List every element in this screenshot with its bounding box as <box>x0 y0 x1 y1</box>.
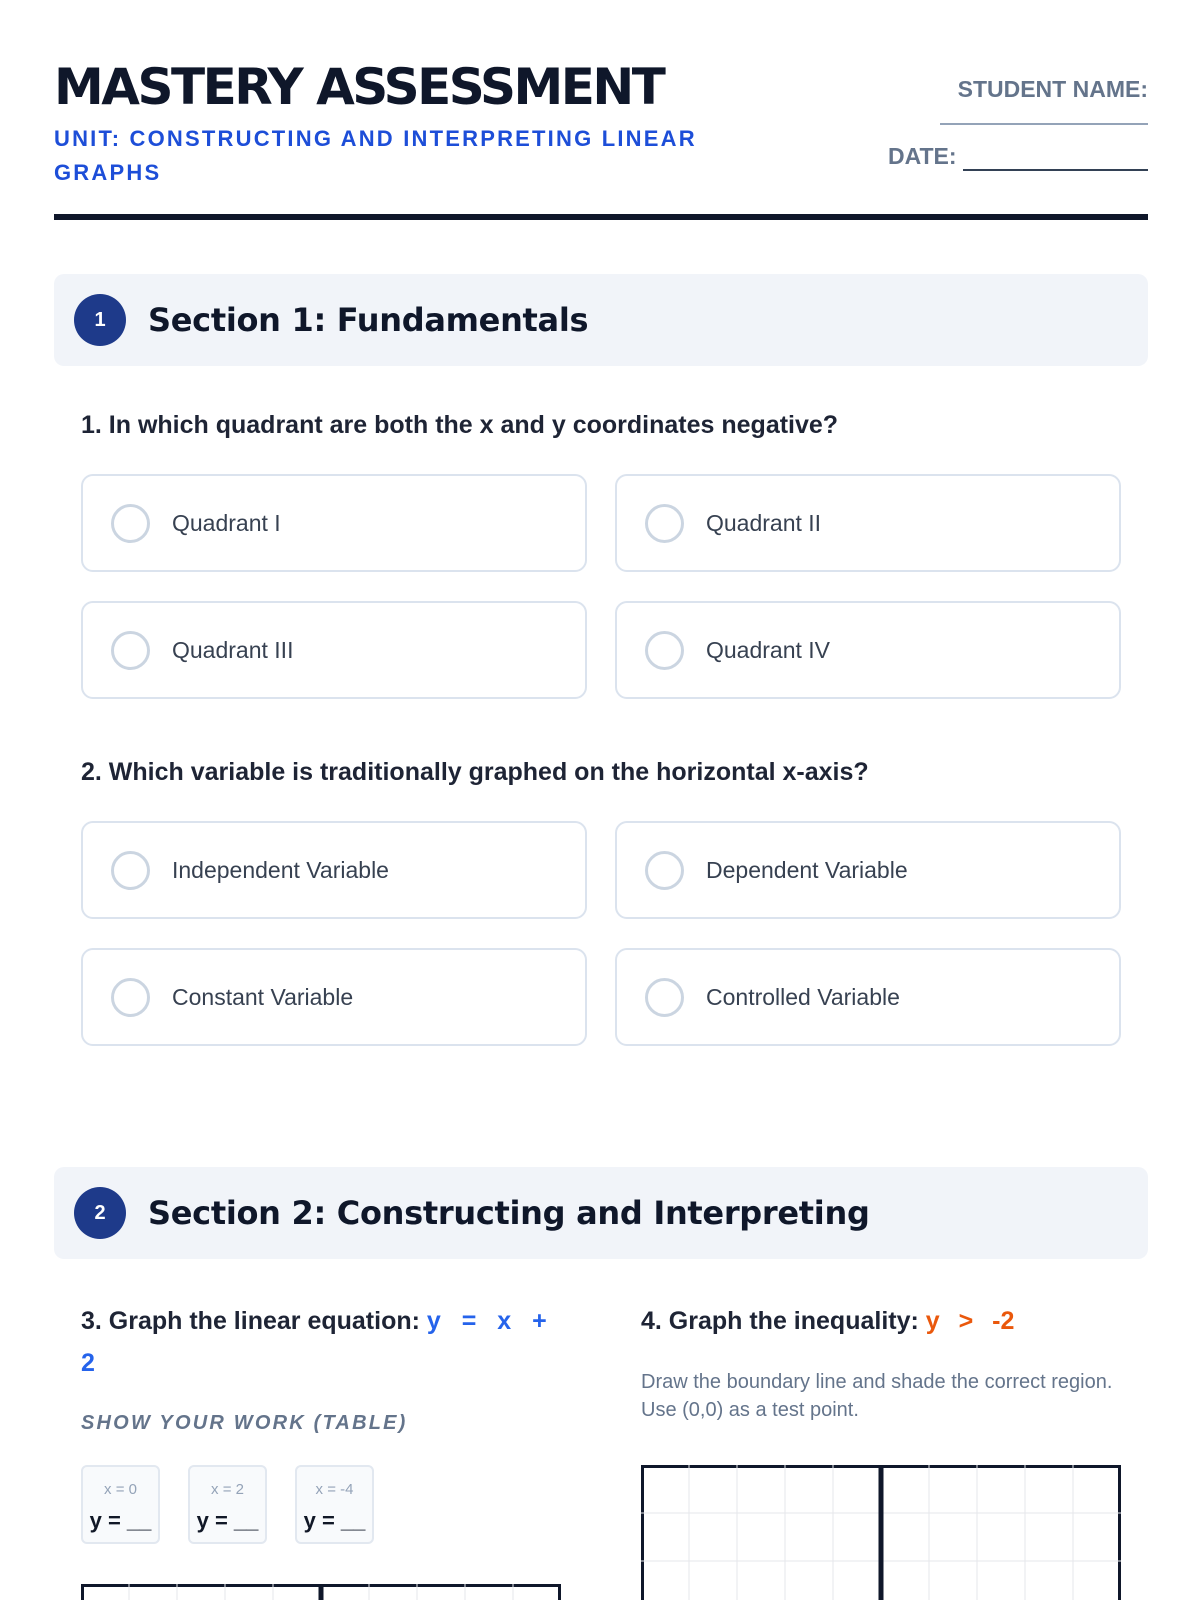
q3-coordinate-grid[interactable] <box>81 1584 561 1600</box>
student-info <box>888 74 1148 171</box>
question-2: 2. Which variable is traditionally graphed on the horizontal x-axis? <box>81 758 869 786</box>
work-label: SHOW YOUR WORK (TABLE) <box>81 1412 408 1434</box>
q2-option-a[interactable] <box>81 821 587 919</box>
option-label: Constant Variable <box>172 983 354 1010</box>
radio-button[interactable] <box>111 978 150 1017</box>
option-label: Quadrant IV <box>706 636 831 663</box>
option-label: Controlled Variable <box>706 983 900 1010</box>
radio-button[interactable] <box>111 504 150 543</box>
inequality: y > -2 <box>925 1307 1015 1335</box>
header-divider <box>54 214 1148 220</box>
table-x-value: x = -4 <box>315 1481 354 1498</box>
assessment-header <box>54 58 1148 220</box>
linear-equation: y = x + 2 <box>81 1307 547 1377</box>
table-cell[interactable] <box>188 1465 267 1544</box>
option-label: Independent Variable <box>172 856 389 883</box>
section-number-badge: 1 <box>74 294 126 346</box>
table-x-value: x = 0 <box>104 1481 137 1498</box>
radio-button[interactable] <box>111 631 150 670</box>
q1-option-a[interactable] <box>81 474 587 572</box>
option-label: Quadrant III <box>172 636 294 663</box>
student-name-field[interactable] <box>940 113 1148 125</box>
section-2-header <box>54 1167 1148 1259</box>
radio-button[interactable] <box>645 631 684 670</box>
option-label: Dependent Variable <box>706 856 908 883</box>
radio-button[interactable] <box>645 504 684 543</box>
unit-subtitle: UNIT: CONSTRUCTING AND INTERPRETING LINEAR GRAPHS <box>54 126 697 185</box>
table-cell[interactable] <box>81 1465 160 1544</box>
radio-button[interactable] <box>645 851 684 890</box>
q1-option-c[interactable] <box>81 601 587 699</box>
q1-option-d[interactable] <box>615 601 1121 699</box>
section-1-header <box>54 274 1148 366</box>
date-label: DATE: <box>888 143 957 169</box>
radio-button[interactable] <box>111 851 150 890</box>
question-1: 1. In which quadrant are both the x and y coordinates negative? <box>81 411 839 439</box>
q1-option-b[interactable] <box>615 474 1121 572</box>
q2-option-b[interactable] <box>615 821 1121 919</box>
student-name-label: STUDENT NAME: <box>957 76 1148 102</box>
date-field[interactable] <box>963 149 1148 171</box>
table-y-blank: y = __ <box>89 1508 152 1533</box>
question-3-prompt: 3. Graph the linear equation: <box>81 1307 420 1335</box>
question-4-prompt: 4. Graph the inequality: <box>641 1307 919 1335</box>
question-3 <box>81 1300 551 1384</box>
table-x-value: x = 2 <box>211 1481 244 1498</box>
section-title: Section 2: Constructing and Interpreting <box>148 1194 870 1232</box>
table-y-blank: y = __ <box>196 1508 259 1533</box>
section-number-badge: 2 <box>74 1187 126 1239</box>
question-4-instructions: Draw the boundary line and shade the correct region. Use (0,0) as a test point. <box>641 1371 1113 1421</box>
q4-coordinate-grid[interactable] <box>641 1465 1121 1600</box>
table-y-blank: y = __ <box>303 1508 366 1533</box>
page-title: MASTERY ASSESSMENT <box>54 58 664 116</box>
section-title: Section 1: Fundamentals <box>148 301 589 339</box>
option-label: Quadrant II <box>706 509 822 536</box>
q2-option-d[interactable] <box>615 948 1121 1046</box>
question-4 <box>641 1300 1141 1342</box>
option-label: Quadrant I <box>172 509 281 536</box>
q2-option-c[interactable] <box>81 948 587 1046</box>
table-cell[interactable] <box>295 1465 374 1544</box>
radio-button[interactable] <box>645 978 684 1017</box>
